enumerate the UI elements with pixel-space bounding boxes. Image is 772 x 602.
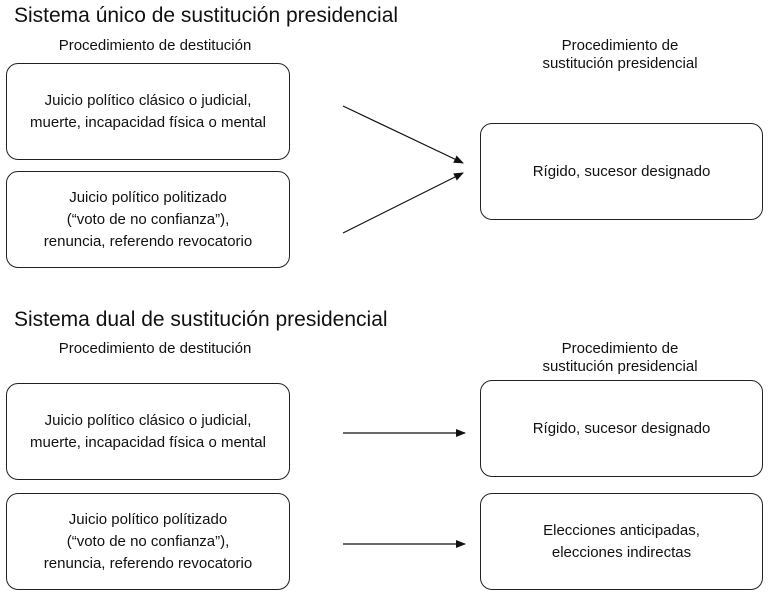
box-line: Juicio político clásico o judicial, xyxy=(44,91,252,109)
box-line: Elecciones anticipadas, xyxy=(543,521,700,539)
section-1-right-header-line-1: Procedimiento de xyxy=(561,37,679,54)
section-1-left-header: Procedimiento de destitución xyxy=(58,37,252,54)
arrow-s1-bottom xyxy=(343,173,463,233)
box-line: muerte, incapacidad física o mental xyxy=(30,113,266,131)
box-line: Rígido, sucesor designado xyxy=(532,419,711,437)
box-line: Juicio político politizado xyxy=(69,188,227,206)
box-line: renuncia, referendo revocatorio xyxy=(43,554,253,572)
box-line: Juicio político clásico o judicial, xyxy=(44,411,252,429)
section-1-right-header-line-2: sustitución presidencial xyxy=(542,55,698,72)
section-2-right-header-line-2: sustitución presidencial xyxy=(542,358,698,375)
section-2-left-header: Procedimiento de destitución xyxy=(58,340,252,357)
box-line: renuncia, referendo revocatorio xyxy=(43,232,253,250)
section-1-title: Sistema único de sustitución presidencial xyxy=(14,4,399,27)
box-line: (“voto de no confianza”), xyxy=(66,532,230,550)
box-line: Rígido, sucesor designado xyxy=(532,162,711,180)
box-line: muerte, incapacidad física o mental xyxy=(30,433,266,451)
box-line: elecciones indirectas xyxy=(551,543,692,561)
arrow-s1-top xyxy=(343,106,463,163)
section-2-title: Sistema dual de sustitución presidencial xyxy=(14,308,388,331)
section-2-right-header-line-1: Procedimiento de xyxy=(561,340,679,357)
box-line: Juicio político polítizado xyxy=(68,510,228,528)
box-line: (“voto de no confianza”), xyxy=(66,210,230,228)
